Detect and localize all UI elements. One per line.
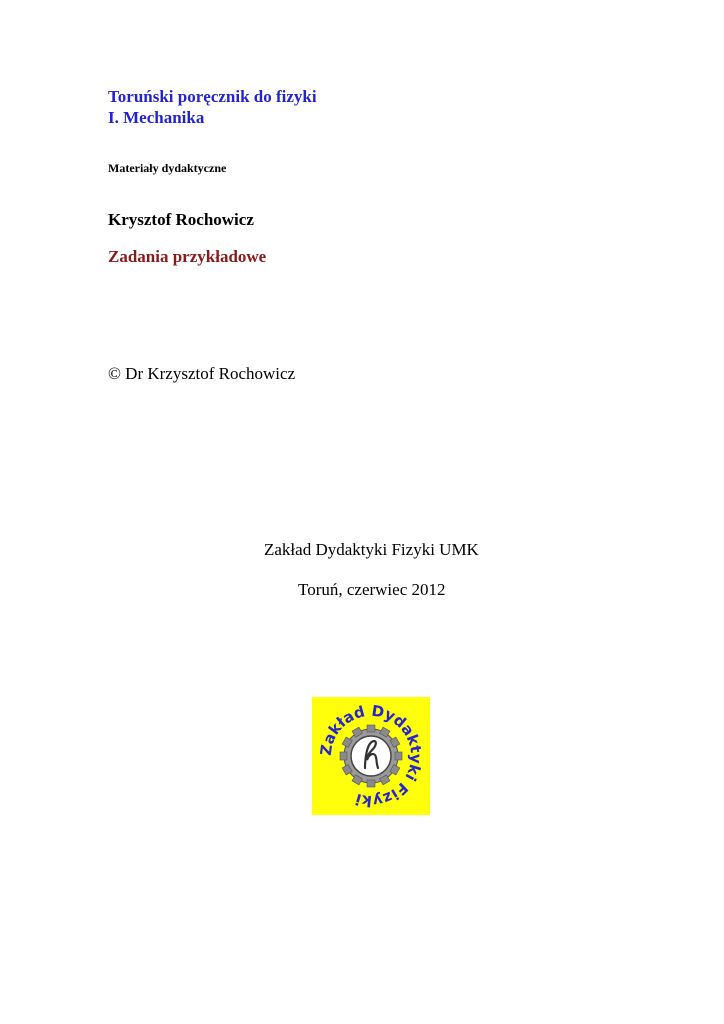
logo-graphic [312,697,430,815]
logo-ring-text: Zakład Dydaktyki Fizyki [316,701,426,811]
place-and-date: Toruń, czerwiec 2012 [298,580,446,599]
author-name: Krysztof Rochowicz [108,210,254,229]
section-title: Zadania przykładowe [108,247,267,266]
title-line-1: Toruński poręcznik do fizyki [108,87,317,106]
subtitle: Materiały dydaktyczne [108,161,227,175]
title-line-2: I. Mechanika [108,108,205,127]
gear-icon [340,725,402,787]
department-logo [312,697,430,815]
copyright-notice: © Dr Krzysztof Rochowicz [108,364,296,383]
department-name: Zakład Dydaktyki Fizyki UMK [264,540,479,559]
